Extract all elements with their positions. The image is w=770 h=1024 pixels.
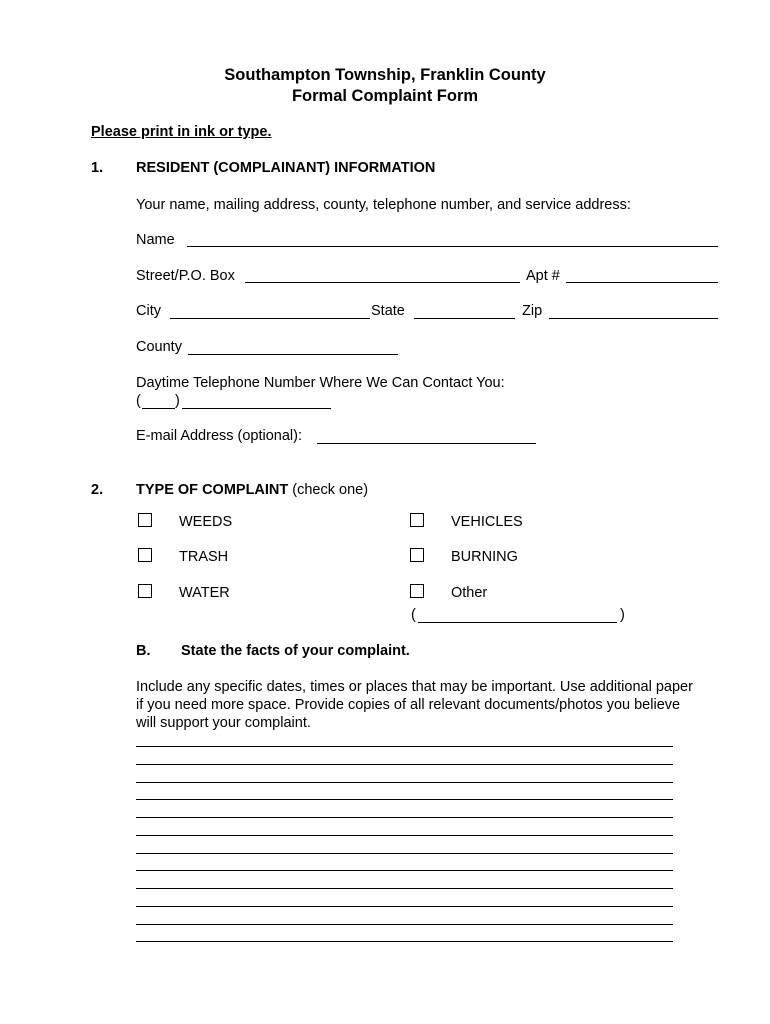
- phone-area-open-paren: (: [136, 393, 141, 409]
- section-1-heading: RESIDENT (COMPLAINANT) INFORMATION: [136, 160, 436, 176]
- facts-writing-line[interactable]: [136, 870, 673, 871]
- apt-field[interactable]: [566, 282, 718, 283]
- facts-writing-line[interactable]: [136, 764, 673, 765]
- section-2-heading-note: (check one): [292, 482, 369, 498]
- other-label: Other: [451, 585, 488, 601]
- county-field[interactable]: [188, 354, 398, 355]
- street-field[interactable]: [245, 282, 520, 283]
- name-label: Name: [136, 232, 175, 248]
- name-field[interactable]: [187, 246, 718, 247]
- city-label: City: [136, 303, 161, 319]
- state-field[interactable]: [414, 318, 515, 319]
- facts-writing-line[interactable]: [136, 817, 673, 818]
- section-1-intro: Your name, mailing address, county, telephone number, and service address:: [136, 197, 631, 213]
- facts-writing-line[interactable]: [136, 906, 673, 907]
- other-description-field[interactable]: [418, 622, 617, 623]
- facts-writing-line[interactable]: [136, 924, 673, 925]
- phone-area-close-paren: ): [175, 393, 180, 409]
- facts-writing-line[interactable]: [136, 835, 673, 836]
- section-b-instructions: Include any specific dates, times or places that may be important. Use additional paper if you need more space. Provide copies of all relevant documents/photos you believe will support your complaint.: [136, 679, 693, 731]
- other-close-paren: ): [620, 607, 625, 623]
- facts-writing-line[interactable]: [136, 799, 673, 800]
- phone-number-field[interactable]: [182, 408, 331, 409]
- print-instruction: Please print in ink or type.: [91, 124, 272, 140]
- other-open-paren: (: [411, 607, 416, 623]
- section-2-number: 2.: [91, 482, 104, 498]
- facts-writing-line[interactable]: [136, 853, 673, 854]
- street-label: Street/P.O. Box: [136, 268, 235, 284]
- section-b-letter: B.: [136, 643, 151, 659]
- phone-label: Daytime Telephone Number Where We Can Contact You:: [136, 375, 505, 391]
- water-label: WATER: [179, 585, 230, 601]
- county-label: County: [136, 339, 182, 355]
- other-checkbox[interactable]: [410, 584, 424, 598]
- vehicles-checkbox[interactable]: [410, 513, 424, 527]
- weeds-label: WEEDS: [179, 514, 233, 530]
- email-label: E-mail Address (optional):: [136, 428, 303, 444]
- water-checkbox[interactable]: [138, 584, 152, 598]
- form-title-line-2: Formal Complaint Form: [291, 87, 479, 105]
- trash-checkbox[interactable]: [138, 548, 152, 562]
- city-field[interactable]: [170, 318, 370, 319]
- section-2-heading-text: TYPE OF COMPLAINT: [136, 482, 289, 498]
- section-1-number: 1.: [91, 160, 104, 176]
- zip-label: Zip: [522, 303, 543, 319]
- email-field[interactable]: [317, 443, 536, 444]
- vehicles-label: VEHICLES: [451, 514, 523, 530]
- form-title-line-1: Southampton Township, Franklin County: [224, 66, 546, 84]
- section-b-heading: State the facts of your complaint.: [181, 643, 410, 659]
- zip-field[interactable]: [549, 318, 718, 319]
- weeds-checkbox[interactable]: [138, 513, 152, 527]
- trash-label: TRASH: [179, 549, 229, 565]
- phone-area-code-field[interactable]: [142, 408, 175, 409]
- apt-label: Apt #: [526, 268, 560, 284]
- burning-checkbox[interactable]: [410, 548, 424, 562]
- facts-writing-line[interactable]: [136, 746, 673, 747]
- facts-writing-line[interactable]: [136, 888, 673, 889]
- facts-writing-line[interactable]: [136, 782, 673, 783]
- facts-writing-line[interactable]: [136, 941, 673, 942]
- section-2-heading: [136, 482, 368, 498]
- state-label: State: [371, 303, 405, 319]
- burning-label: BURNING: [451, 549, 518, 565]
